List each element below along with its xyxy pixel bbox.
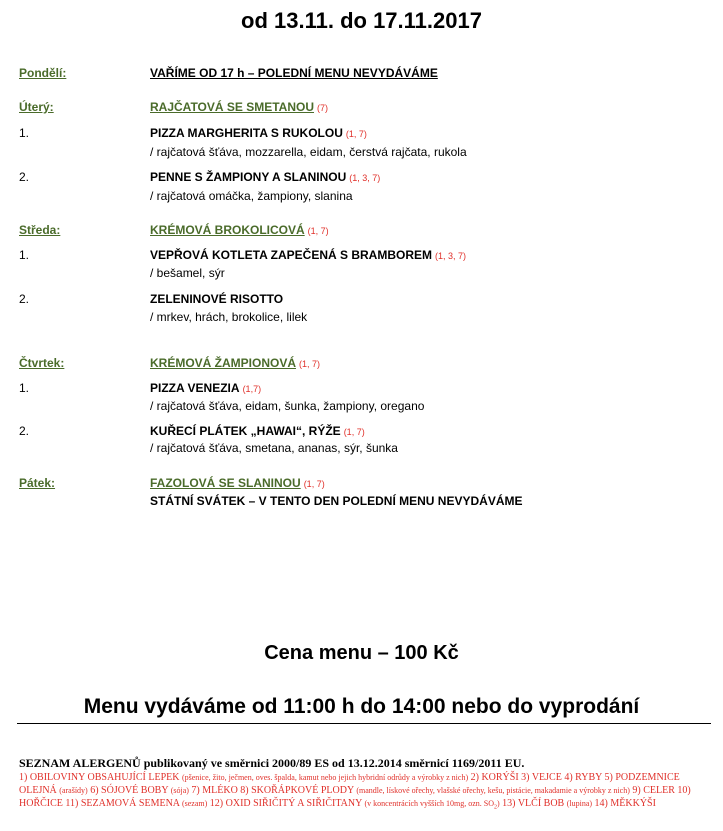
item-number: 2.	[19, 424, 30, 438]
item-number: 1.	[19, 126, 30, 140]
allergen-codes: (1, 7)	[343, 427, 365, 437]
dish-description: / bešamel, sýr	[150, 266, 225, 280]
allergen-item: 2) KORÝŠI 3) VEJCE 4) RYBY 5) PODZEMNICE OLEJNÁ	[19, 772, 680, 796]
allergen-item: 1) OBILOVINY OBSAHUJÍCÍ LEPEK	[19, 772, 180, 783]
allergen-item: 12) OXID SIŘIČITÝ A SIŘIČITANY	[209, 798, 362, 809]
allergen-note-end: )	[497, 799, 500, 808]
day-monday: Pondělí:	[19, 66, 67, 80]
allergen-codes: (1,7)	[242, 384, 262, 394]
dish-name	[150, 424, 365, 438]
day-tuesday: Úterý:	[19, 100, 54, 114]
thursday-soup	[150, 356, 320, 370]
menu-title: od 13.11. do 17.11.2017	[241, 8, 482, 33]
dish-name	[150, 292, 283, 306]
allergen-note: (pšenice, žito, ječmen, oves. špalda, kamut nebo jejich hybridní odrůdy a výrobky z nich)	[181, 773, 469, 782]
allergen-codes: (1, 7)	[345, 129, 367, 139]
allergen-item: 13) VLČÍ BOB	[502, 798, 565, 809]
divider	[17, 723, 711, 724]
dish-description: / rajčatová omáčka, žampiony, slanina	[150, 189, 353, 203]
day-wednesday: Středa:	[19, 223, 61, 237]
dish-title: PIZZA VENEZIA	[150, 381, 240, 395]
dish-title: KUŘECÍ PLÁTEK „HAWAI“, RÝŽE	[150, 424, 341, 438]
monday-note: VAŘÍME OD 17 h – POLEDNÍ MENU NEVYDÁVÁME	[150, 66, 438, 80]
allergen-codes: (1, 7)	[307, 226, 329, 236]
menu-price: Cena menu – 100 Kč	[264, 642, 459, 664]
soup-name: RAJČATOVÁ SE SMETANOU	[150, 100, 315, 114]
dish-name	[150, 170, 380, 184]
allergen-note	[364, 799, 500, 811]
dish-title: PENNE S ŽAMPIONY A SLANINOU	[150, 170, 347, 184]
dish-name	[150, 126, 367, 140]
allergen-note-text: (v koncentrácích vyšších 10mg, ozn. SO	[364, 799, 494, 808]
wednesday-soup	[150, 223, 329, 237]
soup-name: KRÉMOVÁ BROKOLICOVÁ	[150, 223, 305, 237]
dish-description: / rajčatová šťáva, smetana, ananas, sýr, šunka	[150, 441, 398, 455]
dish-title: ZELENINOVÉ RISOTTO	[150, 292, 284, 306]
allergen-note: (arašídy)	[59, 786, 88, 795]
item-number: 1.	[19, 381, 30, 395]
day-friday: Pátek:	[19, 476, 56, 490]
allergen-codes: (1, 3, 7)	[349, 173, 381, 183]
item-number: 2.	[19, 170, 30, 184]
allergen-item: 7) MLÉKO 8) SKOŘÁPKOVÉ PLODY	[191, 785, 354, 796]
allergen-item: 6) SÓJOVÉ BOBY	[90, 785, 169, 796]
dish-name	[150, 381, 261, 395]
friday-soup	[150, 476, 325, 490]
friday-holiday-note: STÁTNÍ SVÁTEK – V TENTO DEN POLEDNÍ MENU NEVYDÁVÁME	[150, 494, 523, 508]
subscript: 2	[494, 804, 497, 811]
dish-title: VEPŘOVÁ KOTLETA ZAPEČENÁ S BRAMBOREM	[150, 248, 433, 262]
dish-name	[150, 248, 466, 262]
allergen-note: (lupina)	[566, 799, 593, 808]
dish-description: / rajčatová šťáva, eidam, šunka, žampiony, oregano	[150, 399, 425, 413]
allergen-note: (sója)	[170, 786, 189, 795]
tuesday-soup	[150, 100, 328, 114]
allergen-list	[19, 771, 709, 815]
item-number: 1.	[19, 248, 30, 262]
allergen-list-heading: SEZNAM ALERGENŮ publikovaný ve směrnici 2000/89 ES od 13.12.2014 směrnicí 1169/2011 EU.	[19, 756, 525, 770]
item-number: 2.	[19, 292, 30, 306]
serving-hours: Menu vydáváme od 11:00 h do 14:00 nebo do vyprodání	[83, 695, 640, 718]
soup-name: KRÉMOVÁ ŽAMPIONOVÁ	[150, 356, 297, 370]
allergen-codes: (1, 7)	[303, 479, 325, 489]
day-thursday: Čtvrtek:	[19, 356, 65, 370]
soup-name: FAZOLOVÁ SE SLANINOU	[150, 476, 301, 490]
dish-title: PIZZA MARGHERITA S RUKOLOU	[150, 126, 343, 140]
dish-description: / mrkev, hrách, brokolice, lilek	[150, 310, 308, 324]
allergen-item: 14) MĚKKÝŠI	[594, 798, 656, 809]
allergen-note: (sezam)	[181, 799, 208, 808]
allergen-codes: (7)	[317, 103, 329, 113]
allergen-note: (mandle, lískové ořechy, vlašské ořechy, kešu, pistácie, makadamie a výrobky z nich)	[356, 786, 630, 795]
allergen-item: 9) CELER 10) HOŘČICE 11) SEZAMOVÁ SEMENA	[19, 785, 691, 809]
allergen-codes: (1, 7)	[299, 359, 321, 369]
allergen-codes: (1, 3, 7)	[435, 251, 467, 261]
dish-description: / rajčatová šťáva, mozzarella, eidam, čerstvá rajčata, rukola	[150, 145, 467, 159]
